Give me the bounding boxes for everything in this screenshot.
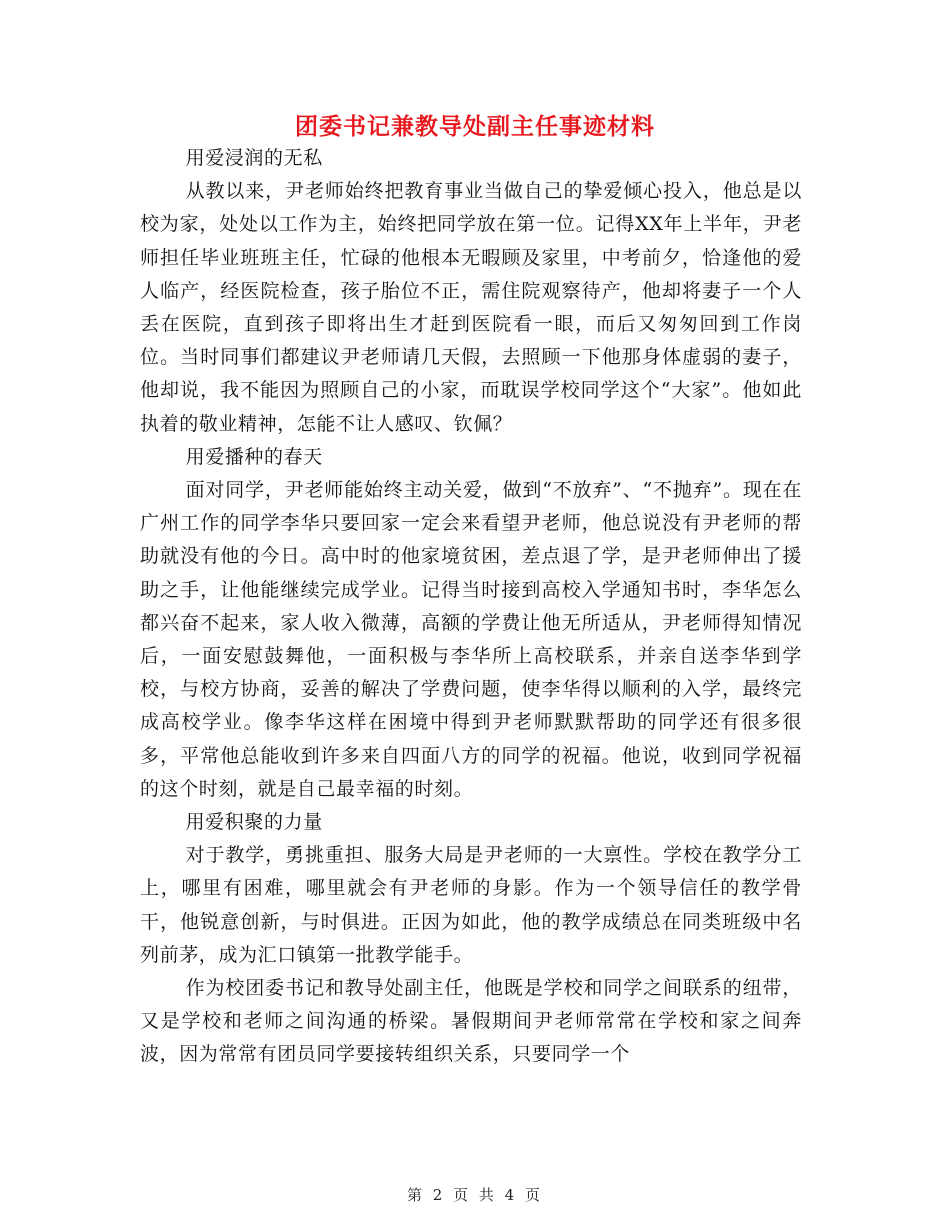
section-heading: 用爱播种的春天: [185, 445, 323, 468]
document-body: [140, 142, 802, 1072]
section-heading: 用爱浸润的无私: [185, 147, 323, 169]
body-paragraph: 从教以来，尹老师始终把教育事业当做自己的挚爱倾心投入，他总是以校为家，处处以工作为主，始终把同学放在第一位。记得XX年上半年，尹老师担任毕业班班主任，忙碌的他根本无暇顾及家里，中考前夕，恰逢他的爱人临产，经医院检查，孩子胎位不正，需住院观察待产，他却将妻子一个人丢在医院，直到孩子即将出生才赶到医院看一眼，而后又匆匆回到工作岗位。当时同事们都建议尹老师请几天假，去照顾一下他那身体虚弱的妻子，他却说，我不能因为照顾自己的小家，而耽误学校同学这个“大家”。他如此执着的敬业精神，怎能不让人感叹、钦佩？: [140, 180, 802, 435]
section-heading: 用爱积聚的力量: [185, 811, 323, 834]
body-paragraph: 作为校团委书记和教导处副主任，他既是学校和同学之间联系的纽带，又是学校和老师之间沟通的桥梁。暑假期间尹老师常常在学校和家之间奔波，因为常常有团员同学要接转组织关系，只要同学一个: [140, 977, 802, 1066]
document-title: 团委书记兼教导处副主任事迹材料: [295, 113, 655, 140]
body-paragraph: 面对同学，尹老师能始终主动关爱，做到“不放弃”、“不抛弃”。现在在广州工作的同学李华只要回家一定会来看望尹老师，他总说没有尹老师的帮助就没有他的今日。高中时的他家境贫困，差点退了学，是尹老师伸出了援助之手，让他能继续完成学业。记得当时接到高校入学通知书时，李华怎么都兴奋不起来，家人收入微薄，高额的学费让他无所适从，尹老师得知情况后，一面安慰鼓舞他，一面积极与李华所上高校联系，并亲自送李华到学校，与校方协商，妥善的解决了学费问题，使李华得以顺利的入学，最终完成高校学业。像李华这样在困境中得到尹老师默默帮助的同学还有很多很多，平常他总能收到许多来自四面八方的同学的祝福。他说，收到同学祝福的这个时刻，就是自己最幸福的时刻。: [140, 479, 802, 800]
page-number-footer: 第 2 页 共 4 页: [407, 1186, 543, 1204]
body-paragraph: 对于教学，勇挑重担、服务大局是尹老师的一大禀性。学校在教学分工上，哪里有困难，哪里就会有尹老师的身影。作为一个领导信任的教学骨干，他锐意创新，与时俱进。正因为如此，他的教学成绩总在同类班级中名列前茅，成为汇口镇第一批教学能手。: [140, 844, 802, 966]
